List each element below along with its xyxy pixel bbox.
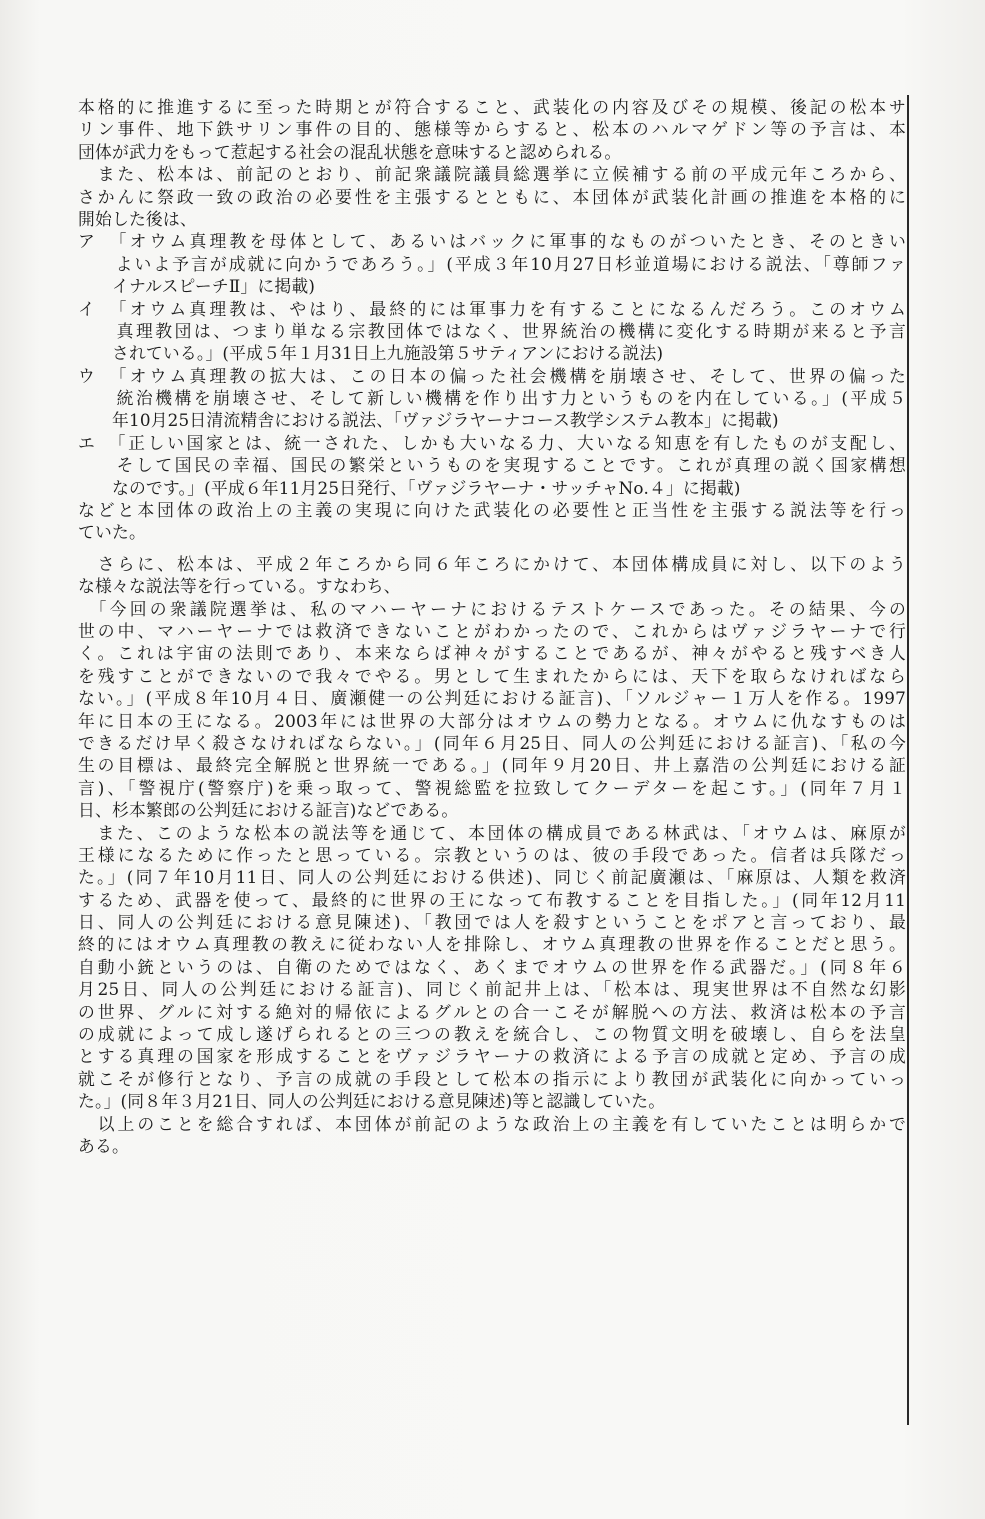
text-line: 本格的に推進するに至った時期とが符合すること、武装化の内容及びその規模、後記の松本サ (78, 97, 906, 117)
text-line: 王様になるために作ったと思っている。宗教というのは、彼の手段であった。信者は兵隊だっ (78, 844, 906, 865)
paragraph-2 (78, 163, 906, 544)
text-line: 以上のことを総合すれば、本団体が前記のような政治上の主義を有していたことは明らかで (78, 1113, 906, 1134)
text-line: さらに、松本は、平成２年ころから同６年ころにかけて、本団体構成員に対し、以下のよう (78, 553, 906, 574)
text-line: 生の目標は、最終完全解脱と世界統一である。」(同年９月20日、井上嘉浩の公判廷における証 (78, 755, 906, 776)
text-line: の成就によって成し遂げられるとの三つの教えを統合し、この物質文明を破壊し、自らを法皇 (78, 1024, 906, 1045)
text-line: 日、杉本繁郎の公判廷における証言)などである。 (78, 800, 459, 821)
text-line: などと本団体の政治上の主義の実現に向けた武装化の必要性と正当性を主張する説法等を行っ (78, 500, 906, 521)
text-line: するため、武器を使って、最終的に世界の王になって布教することを目指した。」(同年12月11 (78, 889, 906, 910)
text-line: を残すことができないので我々でやる。男として生まれたからには、天下を取らなければなら (78, 665, 906, 686)
text-line: 年に日本の王になる。2003年には世界の大部分はオウムの勢力となる。オウムに仇なすものは (78, 710, 906, 731)
text-line: た。」(同８年３月21日、同人の公判廷における意見陳述)等と認識していた。 (78, 1091, 666, 1112)
text-line: の世界、グルに対する絶対的帰依によるグルとの合一こそが解脱への方法、救済は松本の予言 (78, 1001, 906, 1022)
document-body (78, 96, 906, 1157)
text-line: 年10月25日清流精舎における説法、「ヴァジラヤーナコース教学システム教本」に掲載) (78, 410, 779, 431)
list-item-e: エ 「正しい国家とは、統一された、しかも大いなる力、大いなる知恵を有したものが支配し、 (78, 432, 906, 453)
text-line: さかんに祭政一致の政治の必要性を主張するとともに、本団体が武装化計画の推進を本格的に (78, 186, 906, 207)
paragraph-gap (78, 544, 906, 553)
margin-rule (907, 95, 909, 1425)
text-line: とする真理の国家を形成することをヴァジラヤーナの救済による予言の成就と定め、予言の成 (78, 1046, 906, 1067)
text-line: また、このような松本の説法等を通じて、本団体の構成員である林武は、「オウムは、麻原が (78, 822, 906, 843)
text-line: ある。 (78, 1135, 129, 1156)
text-line: ない。」(平成８年10月４日、廣瀬健一の公判廷における証言)、「ソルジャー１万人を作る。1997 (78, 688, 906, 709)
text-line: 就こそが修行となり、予言の成就の手段として松本の指示により教団が武装化に向かっていっ (78, 1068, 906, 1089)
text-line: た。」(同７年10月11日、同人の公判廷における供述)、同じく前記廣瀬は、「麻原は、人類を救済 (78, 867, 906, 888)
text-line: 開始した後は、 (78, 208, 197, 229)
list-item-u: ウ 「オウム真理教の拡大は、この日本の偏った社会機構を崩壊させ、そして、世界の偏った (78, 365, 906, 386)
paragraph-3 (78, 553, 906, 822)
paragraph-4 (78, 822, 906, 1113)
list-item-a: ア 「オウム真理教を母体として、あるいはバックに軍事的なものがついたとき、そのときい (78, 231, 906, 252)
text-line: 言)、「警視庁(警察庁)を乗っ取って、警視総監を拉致してクーデターを起こす。」(同年７月１ (78, 777, 906, 798)
paragraph-1 (78, 96, 906, 163)
text-line: イナルスピーチⅡ」に掲載) (78, 276, 316, 297)
list-item-i: イ 「オウム真理教は、やはり、最終的には軍事力を有することになるんだろう。このオウム (78, 298, 906, 319)
text-line: リン事件、地下鉄サリン事件の目的、態様等からすると、松本のハルマゲドン等の予言は、本 (78, 119, 906, 140)
text-line: 世の中、マハーヤーナでは救済できないことがわかったので、これからはヴァジラヤーナで行 (78, 620, 906, 641)
text-line: また、松本は、前記のとおり、前記衆議院議員総選挙に立候補する前の平成元年ころから、 (78, 164, 906, 185)
text-line: 「今回の衆議院選挙は、私のマハーヤーナにおけるテストケースであった。その結果、今の (78, 598, 906, 619)
text-line: 終的にはオウム真理教の教えに従わない人を排除し、オウム真理教の世界を作ることだと思う。 (78, 934, 906, 955)
text-line: できるだけ早く殺さなければならない。」(同年６月25日、同人の公判廷における証言)、「私の今 (78, 732, 906, 753)
text-line: されている。」(平成５年１月31日上九施設第５サティアンにおける説法) (78, 343, 664, 364)
text-line: 真理教団は、つまり単なる宗教団体ではなく、世界統治の機構に変化する時期が来ると予言 (78, 320, 906, 341)
text-line: そして国民の幸福、国民の繁栄というものを実現することです。これが真理の説く国家構想 (78, 455, 906, 476)
text-line: なのです。」(平成６年11月25日発行、「ヴァジラヤーナ・サッチャNo.４」に掲載) (78, 477, 741, 498)
text-line: 日、同人の公判廷における意見陳述)、「教団では人を殺すということをポアと言っており、最 (78, 912, 906, 933)
text-line: 団体が武力をもって惹起する社会の混乱状態を意味すると認められる。 (78, 141, 622, 162)
text-line: 統治機構を崩壊させ、そして新しい機構を作り出す力というものを内在している。」(平成５ (78, 388, 906, 409)
text-line: な様々な説法等を行っている。すなわち、 (78, 576, 401, 597)
paragraph-5 (78, 1113, 906, 1158)
text-line: よいよ予言が成就に向かうであろう。」(平成３年10月27日杉並道場における説法、「尊師ファ (78, 253, 906, 274)
text-line: 自動小銃というのは、自衛のためではなく、あくまでオウムの世界を作る武器だ。」(同８年６ (78, 956, 906, 977)
text-line: 月25日、同人の公判廷における証言)、同じく前記井上は、「松本は、現実世界は不自然な幻影 (78, 979, 906, 1000)
text-line: ていた。 (78, 522, 146, 543)
text-line: く。これは宇宙の法則であり、本来ならば神々がすることであるが、神々がやると残すべき人 (78, 643, 906, 664)
